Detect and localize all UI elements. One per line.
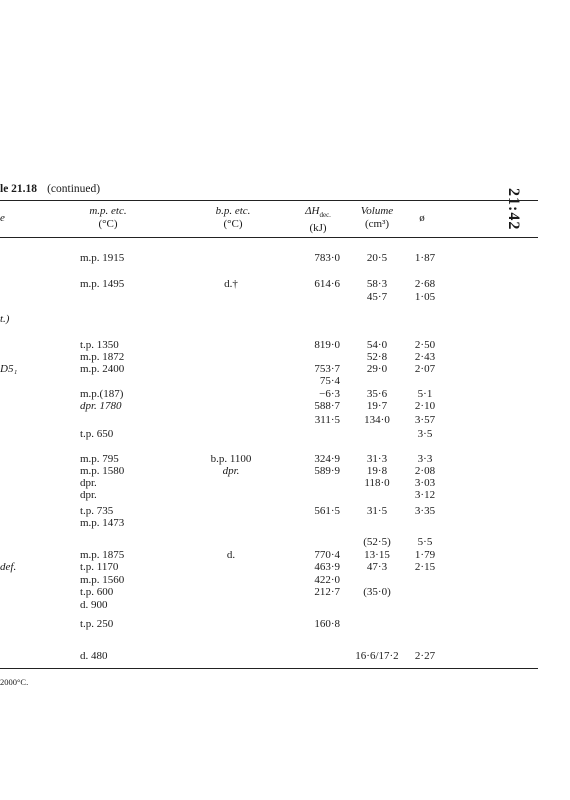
cell-phi: 2·15 xyxy=(414,561,436,573)
cell-mp: m.p. 1872 xyxy=(80,351,125,363)
cell-mp: dpr. xyxy=(80,489,97,501)
cell-mp: t.p. 1350 xyxy=(80,339,119,351)
cell-dh: 422·0 xyxy=(314,574,340,586)
cell-mp: dpr. xyxy=(80,477,97,489)
cell-bp: d.† xyxy=(224,278,238,290)
cell-mp: m.p.(187) xyxy=(80,388,124,400)
side-page-label: 21:42 xyxy=(505,188,522,231)
cell-vol: 19·7 xyxy=(366,400,388,412)
table-caption xyxy=(0,183,100,195)
header-col-name: e xyxy=(0,212,5,224)
cell-phi: 2·43 xyxy=(414,351,436,363)
cell-dh: 783·0 xyxy=(314,252,340,264)
cell-phi: 3·12 xyxy=(414,489,436,501)
cell-dh: −6·3 xyxy=(319,388,340,400)
cell-mp: t.p. 600 xyxy=(80,586,114,598)
cell-dh: 614·6 xyxy=(314,278,340,290)
cell-dh: 324·9 xyxy=(314,453,340,465)
table-continued: (continued) xyxy=(47,183,101,195)
cell-mp: t.p. 250 xyxy=(80,618,114,630)
header-mp: m.p. etc. (°C) xyxy=(89,205,127,230)
cell-dh: 311·5 xyxy=(314,414,340,426)
cell-label: t.) xyxy=(0,313,10,325)
cell-vol: 29·0 xyxy=(366,363,388,375)
cell-mp: t.p. 650 xyxy=(80,428,114,440)
cell-label: D5₁ xyxy=(0,363,18,375)
cell-vol: 13·15 xyxy=(364,549,390,561)
cell-mp: m.p. 1915 xyxy=(80,252,125,264)
cell-vol: 47·3 xyxy=(366,561,388,573)
cell-vol: 20·5 xyxy=(366,252,388,264)
top-rule xyxy=(0,200,538,201)
cell-dh: 589·9 xyxy=(314,465,340,477)
cell-label: def. xyxy=(0,561,17,573)
cell-mp: d. 900 xyxy=(80,599,108,611)
cell-phi: 1·05 xyxy=(414,291,436,303)
cell-vol: (52·5) xyxy=(363,536,391,548)
cell-vol: 54·0 xyxy=(366,339,388,351)
cell-phi: 2·08 xyxy=(414,465,436,477)
cell-vol: 45·7 xyxy=(366,291,388,303)
table-number: le 21.18 xyxy=(0,183,38,195)
cell-dh: 588·7 xyxy=(314,400,340,412)
cell-phi: 5·5 xyxy=(417,536,433,548)
cell-mp: m.p. 1875 xyxy=(80,549,125,561)
cell-mp: d. 480 xyxy=(80,650,108,662)
header-volume: Volume (cm³) xyxy=(360,205,394,230)
cell-mp: m.p. 1560 xyxy=(80,574,125,586)
cell-phi: 2·50 xyxy=(414,339,436,351)
header-rule xyxy=(0,237,538,238)
header-phi: ø xyxy=(419,212,425,224)
cell-vol: 31·3 xyxy=(366,453,388,465)
cell-dh: 160·8 xyxy=(314,618,340,630)
cell-vol: 19·8 xyxy=(366,465,388,477)
cell-vol: 58·3 xyxy=(366,278,388,290)
cell-mp: t.p. 735 xyxy=(80,505,114,517)
cell-phi: 3·5 xyxy=(417,428,433,440)
bottom-rule xyxy=(0,668,538,669)
cell-phi: 5·1 xyxy=(417,388,433,400)
cell-vol: 118·0 xyxy=(364,477,390,489)
cell-mp: m.p. 1580 xyxy=(80,465,125,477)
cell-vol: 16·6/17·2 xyxy=(355,650,399,662)
header-bp: b.p. etc. (°C) xyxy=(215,205,251,230)
cell-bp: dpr. xyxy=(222,465,240,477)
cell-vol: 52·8 xyxy=(366,351,388,363)
cell-phi: 3·57 xyxy=(414,414,436,426)
footnote: 2000°C. xyxy=(0,677,29,687)
cell-vol: 35·6 xyxy=(366,388,388,400)
cell-phi: 3·03 xyxy=(414,477,436,489)
cell-phi: 1·87 xyxy=(414,252,436,264)
cell-mp: t.p. 1170 xyxy=(80,561,119,573)
cell-mp: m.p. 1495 xyxy=(80,278,125,290)
cell-dh: 75·4 xyxy=(319,375,340,387)
cell-mp: m.p. 795 xyxy=(80,453,119,465)
cell-vol: (35·0) xyxy=(363,586,391,598)
cell-phi: 2·68 xyxy=(414,278,436,290)
cell-phi: 2·07 xyxy=(414,363,436,375)
cell-phi: 3·3 xyxy=(417,453,433,465)
cell-phi: 2·10 xyxy=(414,400,436,412)
cell-phi: 3·35 xyxy=(414,505,436,517)
header-dh: $\Delta H_{dec.}$ (kJ) xyxy=(305,205,331,235)
cell-dh: 819·0 xyxy=(314,339,340,351)
cell-dh: 212·7 xyxy=(314,586,340,598)
cell-vol: 31·5 xyxy=(366,505,388,517)
cell-bp: d. xyxy=(226,549,236,561)
cell-dh: 463·9 xyxy=(314,561,340,573)
cell-mp: m.p. 2400 xyxy=(80,363,125,375)
cell-dh: 770·4 xyxy=(314,549,340,561)
cell-mp: dpr. 1780 xyxy=(80,400,122,412)
cell-dh: 561·5 xyxy=(314,505,340,517)
cell-phi: 1·79 xyxy=(414,549,436,561)
cell-bp: b.p. 1100 xyxy=(210,453,252,465)
cell-phi: 2·27 xyxy=(414,650,436,662)
cell-vol: 134·0 xyxy=(364,414,390,426)
cell-mp: m.p. 1473 xyxy=(80,517,125,529)
cell-dh: 753·7 xyxy=(314,363,340,375)
